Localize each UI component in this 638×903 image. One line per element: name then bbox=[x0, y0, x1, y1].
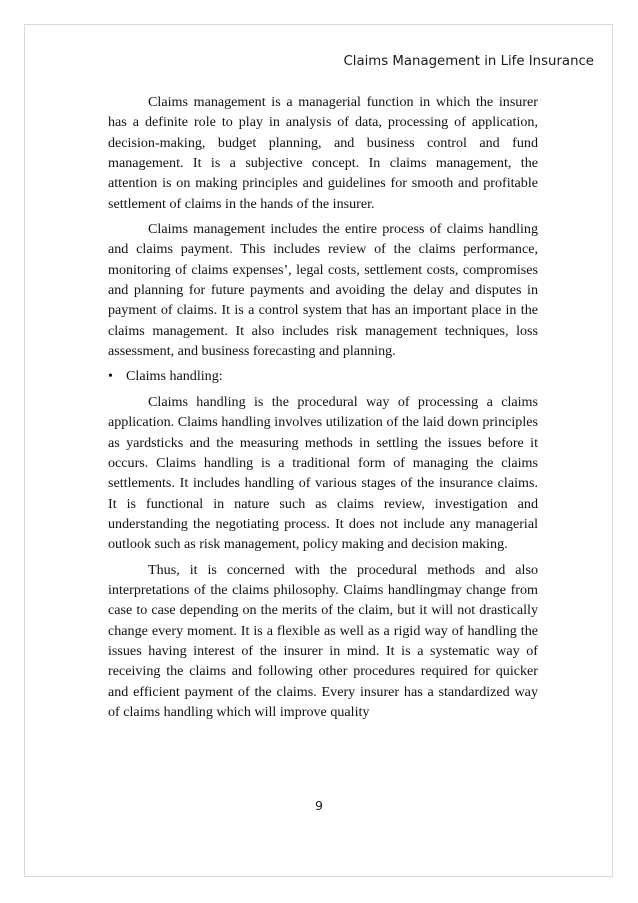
paragraph-claims-handling-procedures: Thus, it is concerned with the procedural methods and also interpretations of the claims philosophy. Claims handlingmay change from case to case depending on the merits of the claim, but it will not drastically change every moment. It is a flexible as well as a rigid way of handling the issues having interest of the insurer in mind. It is a systematic way of receiving the claims and following other procedures required for quicker and efficient payment of the claims. Every insurer has a standardized way of claims handling which will improve quality bbox=[108, 561, 538, 720]
paragraph-claims-management-scope: Claims management includes the entire process of claims handling and claims payment. This includes review of the claims performance, monitoring of claims expenses’, legal costs, settlement costs, compromises and planning for future payments and avoiding the delay and disputes in payment of claims. It is a control system that has an important place in the claims management. It also includes risk management techniques, loss assessment, and business forecasting and planning. bbox=[108, 221, 538, 360]
bullet-icon: • bbox=[108, 368, 113, 385]
bullet-item-claims-handling bbox=[108, 366, 538, 386]
running-header: Claims Management in Life Insurance bbox=[343, 54, 594, 69]
page-number: 9 bbox=[315, 798, 323, 813]
paragraph-claims-management-definition: Claims management is a managerial function in which the insurer has a definite role to play in analysis of data, processing of application, decision-making, budget planning, and business control and fund management. It is a subjective concept. In claims management, the attention is on making principles and guidelines for smooth and profitable settlement of claims in the hands of the insurer. bbox=[108, 94, 538, 212]
body-text bbox=[108, 92, 538, 727]
bullet-label: Claims handling: bbox=[126, 368, 223, 385]
paragraph-claims-handling-definition: Claims handling is the procedural way of processing a claims application. Claims handling involves utilization of the laid down principles as yardsticks and the measuring methods in settling the issues before it occurs. Claims handling is a traditional form of managing the claims settlements. It includes handling of various stages of the insurance claims. It is functional in nature such as claims review, investigation and understanding the negotiating process. It does not include any managerial outlook such as risk management, policy making and decision making. bbox=[108, 393, 538, 553]
